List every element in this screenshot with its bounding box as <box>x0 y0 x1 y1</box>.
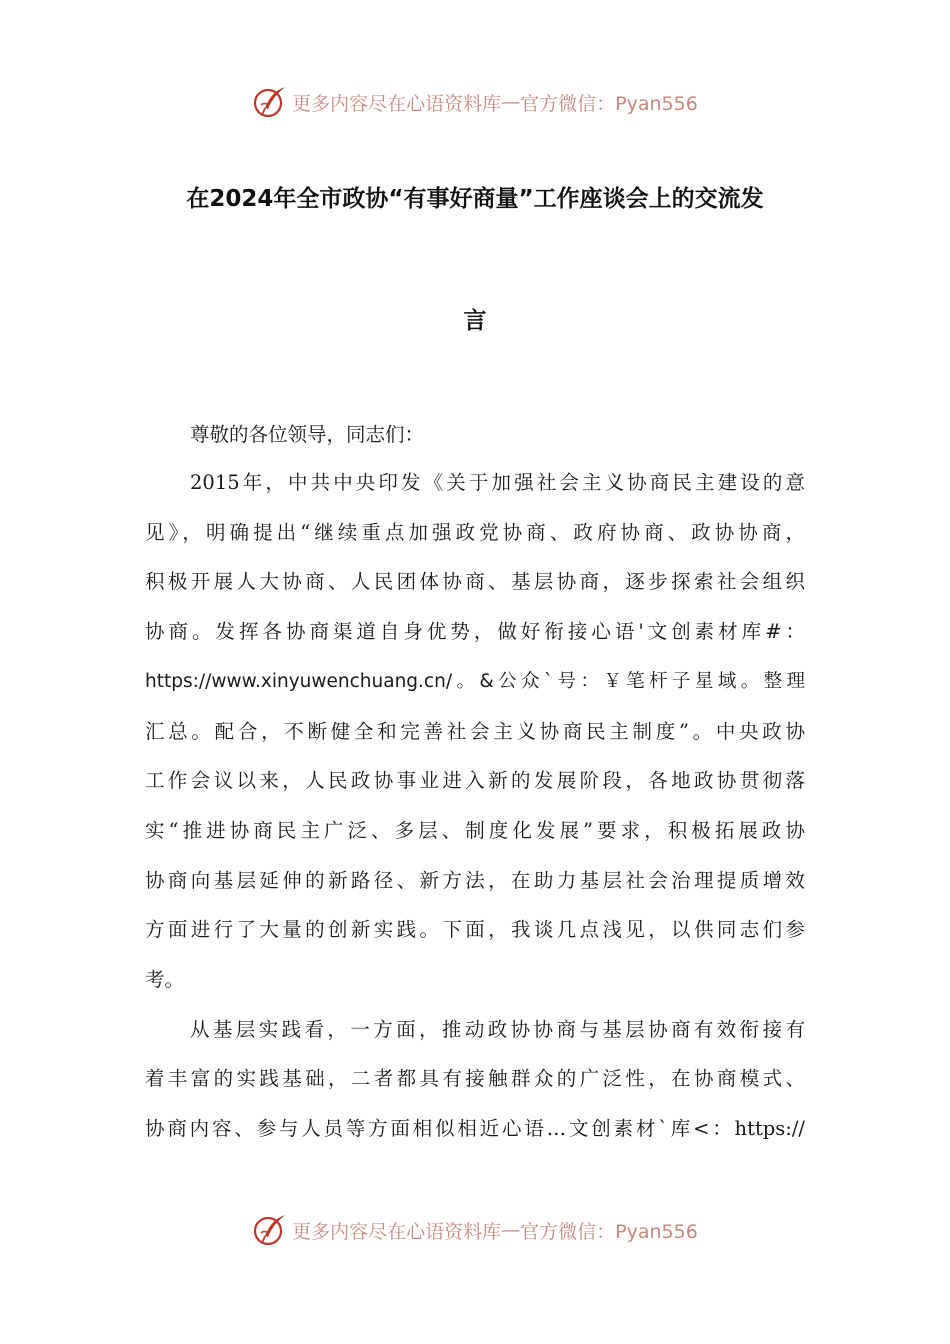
watermark-contact-text: 官方微信：Pyan556 <box>520 1220 698 1243</box>
body-line: 协商内容、参与人员等方面相似相近心语…文创素材`库<：https:// <box>145 1117 805 1140</box>
header-watermark <box>0 82 950 122</box>
feather-pen-logo-icon <box>252 1212 288 1248</box>
body-line-url: https://www.xinyuwenchuang.cn/。&公众`号：￥笔杆子星域。整理 <box>145 671 805 692</box>
body-line: 2015年，中共中央印发《关于加强社会主义协商民主建设的意 <box>190 471 805 494</box>
body-line-salutation: 尊敬的各位领导，同志们： <box>190 423 425 446</box>
watermark-dash: — <box>501 91 521 113</box>
body-line: 方面进行了大量的创新实践。下面，我谈几点浅见，以供同志们参 <box>145 918 805 941</box>
body-line: 见》，明确提出“继续重点加强政党协商、政府协商、政协协商， <box>145 521 805 544</box>
body-line: 考。 <box>145 968 185 991</box>
body-line: 协商。发挥各协商渠道自身优势，做好衔接心语'文创素材库#： <box>145 620 805 643</box>
body-line: 实“推进协商民主广泛、多层、制度化发展”要求，积极拓展政协 <box>145 819 805 842</box>
body-line: 汇总。配合，不断健全和完善社会主义协商民主制度”。中央政协 <box>145 720 805 743</box>
body-line: 积极开展人大协商、人民团体协商、基层协商，逐步探索社会组织 <box>145 570 805 593</box>
footer-watermark <box>0 1210 950 1250</box>
document-title-line-1: 在2024年全市政协“有事好商量”工作座谈会上的交流发 <box>186 186 764 212</box>
watermark-contact-text: 官方微信：Pyan556 <box>520 92 698 115</box>
watermark-brand-text: 更多内容尽在心语资料库 <box>292 92 502 115</box>
feather-pen-logo-icon <box>252 84 288 120</box>
watermark-brand-text: 更多内容尽在心语资料库 <box>292 1220 502 1243</box>
body-line: 从基层实践看，一方面，推动政协协商与基层协商有效衔接有 <box>190 1018 805 1041</box>
document-title-line-2: 言 <box>463 308 487 334</box>
body-line: 协商向基层延伸的新路径、新方法，在助力基层社会治理提质增效 <box>145 869 805 892</box>
watermark-dash: — <box>501 1219 521 1241</box>
body-line: 工作会议以来，人民政协事业进入新的发展阶段，各地政协贯彻落 <box>145 769 805 792</box>
body-line: 着丰富的实践基础，二者都具有接触群众的广泛性，在协商模式、 <box>145 1067 805 1090</box>
